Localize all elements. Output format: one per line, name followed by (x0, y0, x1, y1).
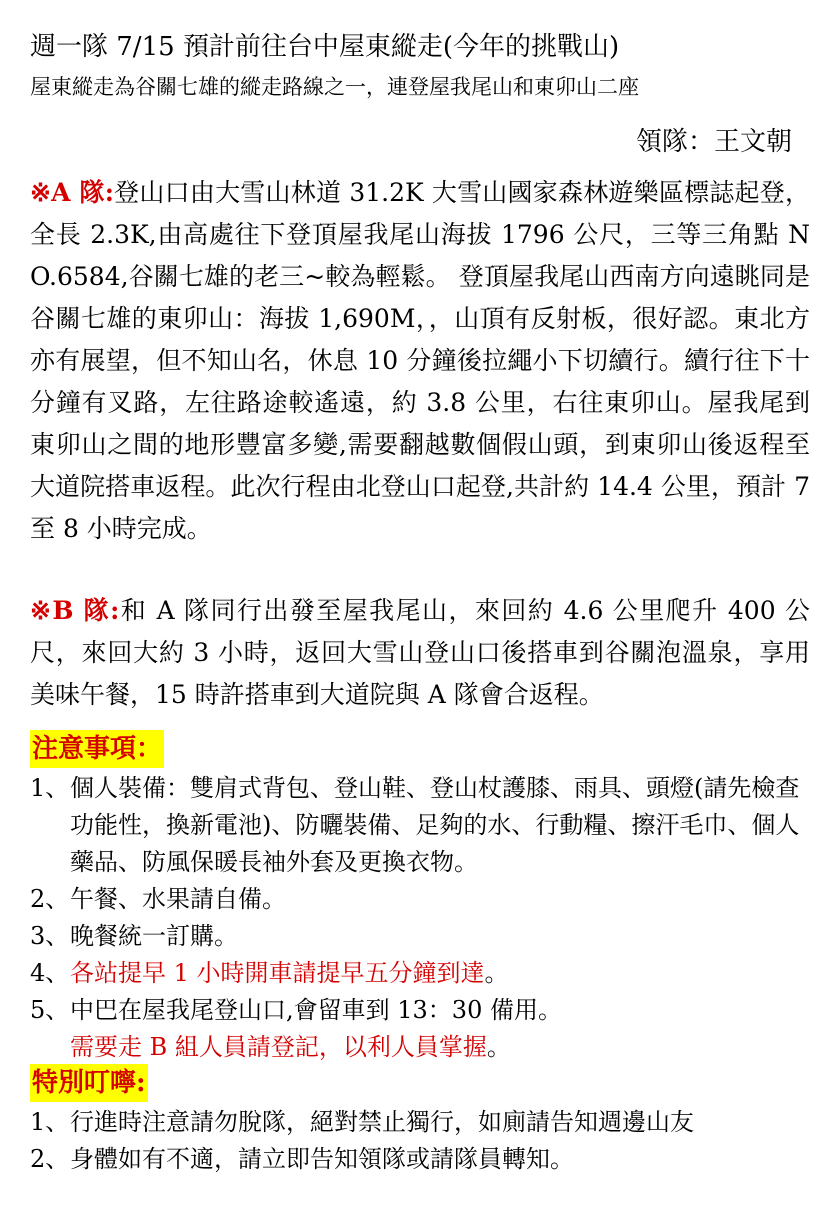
registration-note-text: 需要走 B 組人員請登記，以利人員掌握 (70, 1033, 487, 1061)
item-text: 晚餐統一訂購。 (70, 922, 238, 950)
item-text: 午餐、水果請自備。 (70, 885, 286, 913)
team-leader: 領隊：王文朝 (635, 127, 792, 157)
notes-list (30, 770, 820, 1066)
item-text-highlighted: 各站提早 1 小時開車請提早五分鐘到達 (70, 959, 485, 987)
notes-heading: 注意事項： (30, 730, 164, 768)
item-number: 2、 (30, 885, 70, 913)
list-item (30, 992, 820, 1029)
item-number: 5、 (30, 996, 70, 1024)
item-text: 身體如有不適，請立即告知領隊或請隊員轉知。 (70, 1145, 574, 1173)
list-item (30, 881, 820, 918)
item-text: 行進時注意請勿脫隊，絕對禁止獨行，如廁請告知週邊山友 (70, 1108, 694, 1136)
team-b-text: 和 A 隊同行出發至屋我尾山，來回約 4.6 公里爬升 400 公尺，來回大約 3 小時，返回大雪山登山口後搭車到谷關泡溫泉，享用美味午餐，15 時許搭車到大道院與 A 隊會合返程。 (30, 596, 811, 709)
item-text-suffix: 。 (484, 959, 509, 987)
item-text: 中巴在屋我尾登山口,會留車到 13：30 備用。 (70, 996, 562, 1024)
item-number: 4、 (30, 959, 70, 987)
team-a-label: ※A 隊: (30, 178, 114, 207)
reminders-heading: 特別叮嚀: (30, 1064, 148, 1102)
item-number: 3、 (30, 922, 70, 950)
team-a-text: 登山口由大雪山林道 31.2K 大雪山國家森林遊樂區標誌起登，全長 2.3K,由高處往下登頂屋我尾山海拔 1796 公尺，三等三角點 NO.6584,谷關七雄的老三~較為輕鬆。 登頂屋我尾山西南方向遠眺同是谷關七雄的東卯山：海拔 1,690M，，山頂有反射板，很好認。東北方亦有展望，但不知山名，休息 10 分鐘後拉繩小下切續行。續行往下十分鐘有叉路，左往路途較遙遠，約 3.8 公里，右往東卯山。屋我尾到東卯山之間的地形豐富多變,需要翻越數個假山頭，到東卯山後返程至大道院搭車返程。此次行程由北登山口起登,共計約 14.4 公里，預計 7 至 8 小時完成。 (30, 178, 810, 543)
document-subtitle: 屋東縱走為谷關七雄的縱走路線之一，連登屋我尾山和東卯山二座 (30, 75, 639, 99)
list-item (30, 1141, 820, 1178)
document-title: 週一隊 7/15 預計前往台中屋東縱走(今年的挑戰山) (30, 32, 620, 62)
list-item (30, 1104, 820, 1141)
list-item (30, 918, 820, 955)
list-item (30, 770, 820, 881)
team-b-label: ※B 隊: (30, 596, 120, 625)
list-item (30, 955, 820, 992)
item-text: 個人裝備：雙肩式背包、登山鞋、登山杖護膝、雨具、頭燈(請先檢查功能性，換新電池)、防曬裝備、足夠的水、行動糧、擦汗毛巾、個人藥品、防風保暖長袖外套及更換衣物。 (70, 774, 800, 876)
team-b-paragraph (30, 590, 810, 716)
registration-note-suffix: 。 (486, 1033, 511, 1061)
item-number: 1、 (30, 774, 70, 802)
item-number: 1、 (30, 1108, 70, 1136)
team-a-paragraph (30, 172, 810, 550)
b-team-registration-note (30, 1029, 820, 1066)
item-number: 2、 (30, 1145, 70, 1173)
reminders-list (30, 1104, 820, 1178)
item-text-wrapper (70, 955, 820, 992)
